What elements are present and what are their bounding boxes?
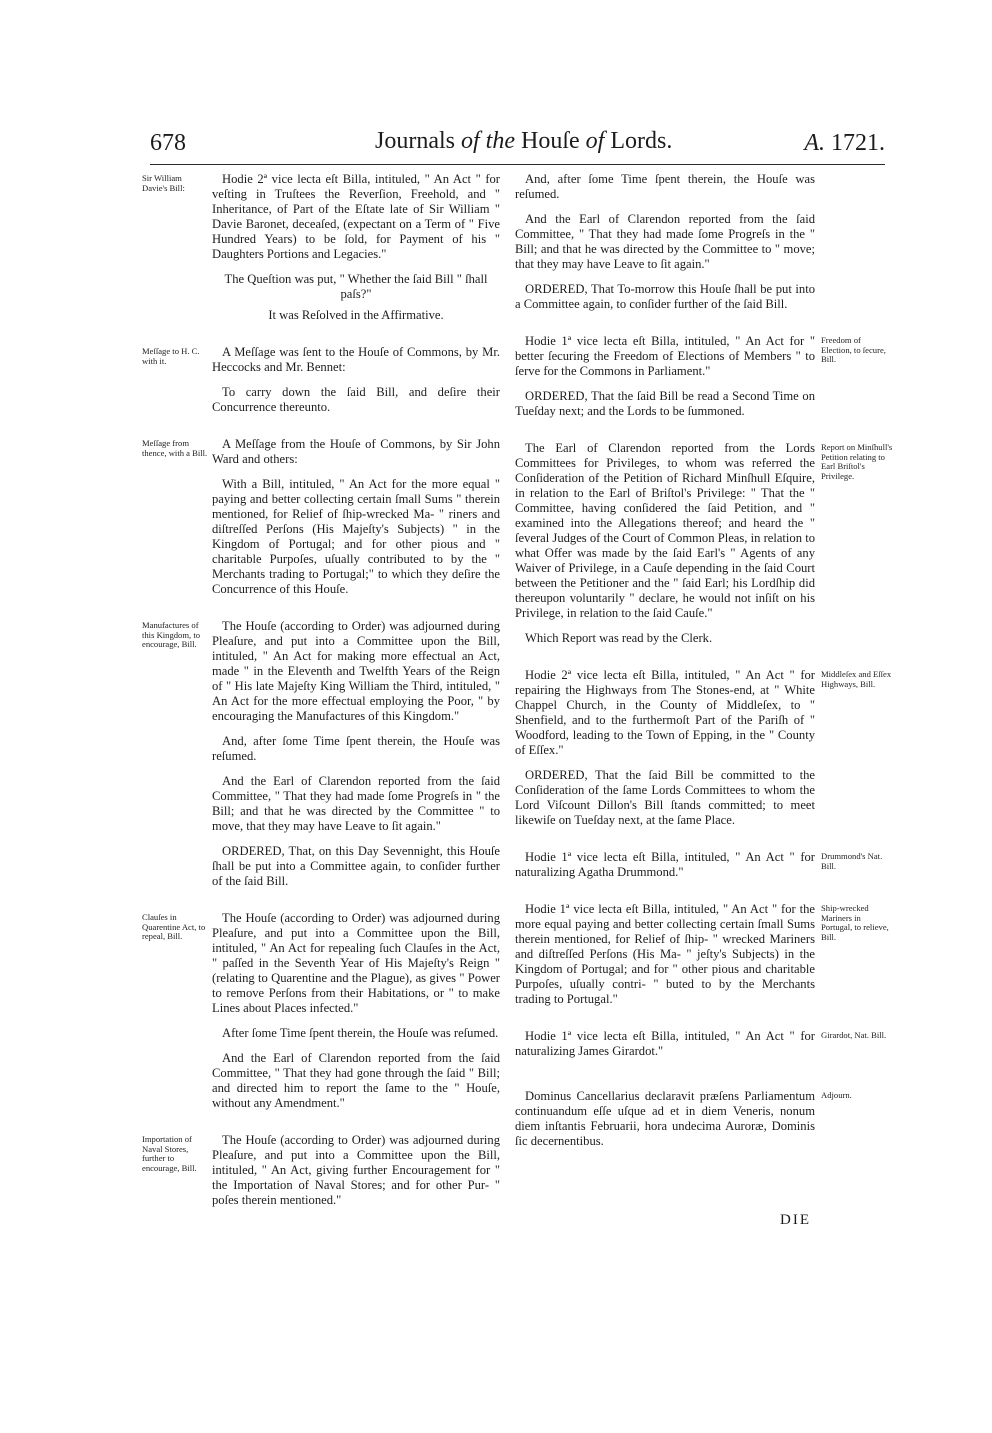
left-column [142,172,500,1222]
title-journals: Journals [375,128,455,154]
margin-note: Importation of Naval Stores, further to encourage, Bill. [142,1134,197,1173]
margin-note: Adjourn. [821,1090,852,1100]
year-value: 1721. [831,130,885,156]
year-prefix: A. [804,130,825,156]
entry-paragraph: And the Earl of Clarendon reported from the ſaid Committee, " That they had made ſome Progreſs in the " Bill; and that he was directed by the Committee to " move; that they may have Leave to ſit again." [515,212,815,271]
margin-note: Meſſage from thence, with a Bill. [142,438,208,458]
entry-manufactures-bill [142,619,500,889]
entry-paragraph: To carry down the ſaid Bill, and deſire their Concurrence thereunto. [212,385,500,414]
margin-note: Middleſex and Eſſex Highways, Bill. [821,669,892,689]
margin-note: Clauſes in Quarentine Act, to repeal, Bill. [142,912,206,941]
entry-paragraph: With a Bill, intituled, " An Act for the more equal " paying and better collecting certain ſmall Sums " therein mentioned, for Relief of ſhip-wrecked Ma- " riners and diſtreſſed Perſons (His Majeſty's Subjects) " in the Kingdom of Portugal; and for other pious and " charitable Purpoſes, uſually contributed to by the " Merchants trading to Portugal;" to which they deſire the Concurrence of this Houſe. [212,477,500,596]
entry-paragraph: Hodie 1ª vice lecta eſt Billa, intituled, " An Act for " better ſecuring the Freedom of Elections of Members " to ſerve for the Commons in Parliament." [515,334,815,378]
entry-adjournment [515,1089,852,1149]
entry-paragraph: ORDERED, That the ſaid Bill be committed to the Conſideration of the ſame Lords Committees to whom the Lord Viſcount Dillon's Bill ſtands committed; to meet likewiſe on Tueſday next, at the ſame Place. [515,768,815,827]
entry-paragraph: It was Reſolved in the Affirmative. [268,308,444,322]
entry-paragraph: And, after ſome Time ſpent therein, the Houſe was reſumed. [212,734,500,763]
entry-paragraph: ORDERED, That To-morrow this Houſe ſhall be put into a Committee again, to conſider further of the ſaid Bill. [515,282,815,311]
right-column [515,172,893,1163]
entry-paragraph: And the Earl of Clarendon reported from the ſaid Committee, " That they had made ſome Progreſs in " the Bill; and that he was directed by the Committee " to move, that they may have Leave to ſit again." [212,774,500,833]
page-number: 678 [150,130,186,156]
entry-paragraph: ORDERED, That, on this Day Sevennight, this Houſe ſhall be put into a Committee again, to conſider further of the ſaid Bill. [212,844,500,888]
entry-davie-bill [142,172,500,323]
entry-message-from-commons [142,437,500,597]
entry-naval-stores-continued [515,172,815,312]
entry-quarentine-bill [142,911,500,1111]
entry-freedom-of-election-bill [515,334,886,419]
entry-message-to-commons [142,345,500,415]
margin-note: Manufactures of this Kingdom, to encourage, Bill. [142,620,201,649]
running-header [150,128,885,165]
entry-paragraph: The Houſe (according to Order) was adjourned during Pleaſure, and put into a Committee upon the Bill, intituled, " An Act for repealing ſuch Clauſes in the Act, " paſſed in the Seventh Year of His Majeſty's Reign " (relating to Quarentine and the Plague), as gives " Power to remove Perſons from their Habitations, or " to make Lines about Places infected." [212,911,500,1015]
entry-paragraph: Which Report was read by the Clerk. [525,631,713,645]
entry-paragraph: A Meſſage from the Houſe of Commons, by Sir John Ward and others: [212,437,500,466]
margin-note: Meſſage to H. C. with it. [142,346,200,366]
entry-paragraph: The Queſtion was put, " Whether the ſaid Bill " ſhall paſs?" [224,272,488,301]
entry-paragraph: After ſome Time ſpent therein, the Houſe was reſumed. [222,1026,499,1040]
entry-drummond-bill [515,850,883,880]
entry-paragraph: Dominus Cancellarius declaravit præſens Parliamentum continuandum eſſe uſque ad et in diem Veneris, nonum diem inſtantis Februarii, hora undecima Auroræ, Dominis ſic decernentibus. [515,1089,815,1148]
entry-paragraph: Hodie 1ª vice lecta eſt Billa, intituled, " An Act " for naturalizing Agatha Drummond." [515,850,815,879]
entry-paragraph: And the Earl of Clarendon reported from the ſaid Committee, " That they had gone through the ſaid " Bill; and directed him to report the ſame to the " Houſe, without any Amendment." [212,1051,500,1110]
entry-shipwrecked-mariners-bill [515,902,889,1007]
margin-note: Girardot, Nat. Bill. [821,1030,887,1040]
title-house: Houſe [521,128,580,154]
entry-paragraph: The Houſe (according to Order) was adjourned during Pleaſure, and put into a Committee upon the Bill, intituled, " An Act, giving further Encouragement for " the Importation of Naval Stores; and for other Pur- " poſes therein mentioned." [212,1133,500,1207]
entry-paragraph: Hodie 2ª vice lecta eſt Billa, intituled, " An Act " for repairing the Highways from The Stones-end, at " White Chappel Church, in the County of Middleſex, to " Shenfield, and to the furthermoſt Part of the Pariſh of " Woodford, leading to the Town of Epping, in the " County of Eſſex." [515,668,815,757]
entry-paragraph: A Meſſage was ſent to the Houſe of Commons, by Mr. Heccocks and Mr. Bennet: [212,345,500,374]
title-of-the: of the [461,128,515,154]
entry-paragraph: ORDERED, That the ſaid Bill be read a Second Time on Tueſday next; and the Lords to be ſummoned. [515,389,815,418]
entry-paragraph: The Earl of Clarendon reported from the Lords Committees for Privileges, to whom was referred the Conſideration of the Petition of Richard Minſhull Eſquire, in relation to the Earl of Briſtol's Privilege: " That the " Committee, having conſidered the ſaid Petition, and " examined into the Allegations thereof; and heard the " ſeveral Judges of the Court of Common Pleas, in relation to what Offer was made by the ſaid Earl's " Agents of any Waiver of Privilege, in a Cauſe depending in the ſaid Court between the Petitioner and the " ſaid Earl; his Lordſhip did thereupon voluntarily " declare, he would not inſiſt on his Privilege, in relation to the ſaid Cauſe." [515,441,815,620]
entry-girardot-bill [515,1029,887,1059]
margin-note: Freedom of Election, to ſecure, Bill. [821,335,886,364]
entry-paragraph: Hodie 1ª vice lecta eſt Billa, intituled, " An Act " for naturalizing James Girardot." [515,1029,815,1058]
entry-naval-stores-bill [142,1133,500,1208]
margin-note: Ship-wrecked Mariners in Portugal, to relieve, Bill. [821,903,889,942]
entry-highways-bill [515,668,892,828]
year-label [804,130,885,157]
margin-note: Drummond's Nat. Bill. [821,851,883,871]
title-lords: Lords. [610,128,673,154]
entry-paragraph: The Houſe (according to Order) was adjourned during Pleaſure, and put into a Committee upon the Bill, intituled, " An Act for making more effectual an Act, made " in the Eleventh and Twelfth Years of the Reign of " His late Majeſty King William the Third, intituled, " An Act for the more effectual employing the Poor, " by encouraging the Manufactures of this Kingdom." [212,619,500,723]
catchword: DIE [780,1212,811,1228]
entry-paragraph: Hodie 1ª vice lecta eſt Billa, intituled, " An Act " for the more equal paying and better collecting certain ſmall Sums therein mentioned, for Relief of ſhip- " wrecked Mariners and diſtreſſed Perſons (His Ma- " jeſty's Subjects) in the Kingdom of Portugal; and for " other pious and charitable Purpoſes, uſually contri- " buted to by the Merchants trading to Portugal." [515,902,815,1006]
entry-paragraph: And, after ſome Time ſpent therein, the Houſe was reſumed. [515,172,815,201]
margin-note: Sir William Davie's Bill: [142,173,185,193]
running-title [375,128,672,155]
margin-note: Report on Minſhull's Petition relating to Earl Briſtol's Privilege. [821,442,893,481]
entry-paragraph: Hodie 2ª vice lecta eſt Billa, intituled, " An Act " for veſting in Truſtees the Reverſion, Freehold, and " Inheritance, of Part of the Eſtate late of Sir William " Davie Baronet, deceaſed, (expectant on a Term of " Five Hundred Years) to be ſold, for Payment of his " Daughters Portions and Legacies." [212,172,500,261]
title-of: of [585,128,605,154]
entry-minshull-report [515,441,893,646]
